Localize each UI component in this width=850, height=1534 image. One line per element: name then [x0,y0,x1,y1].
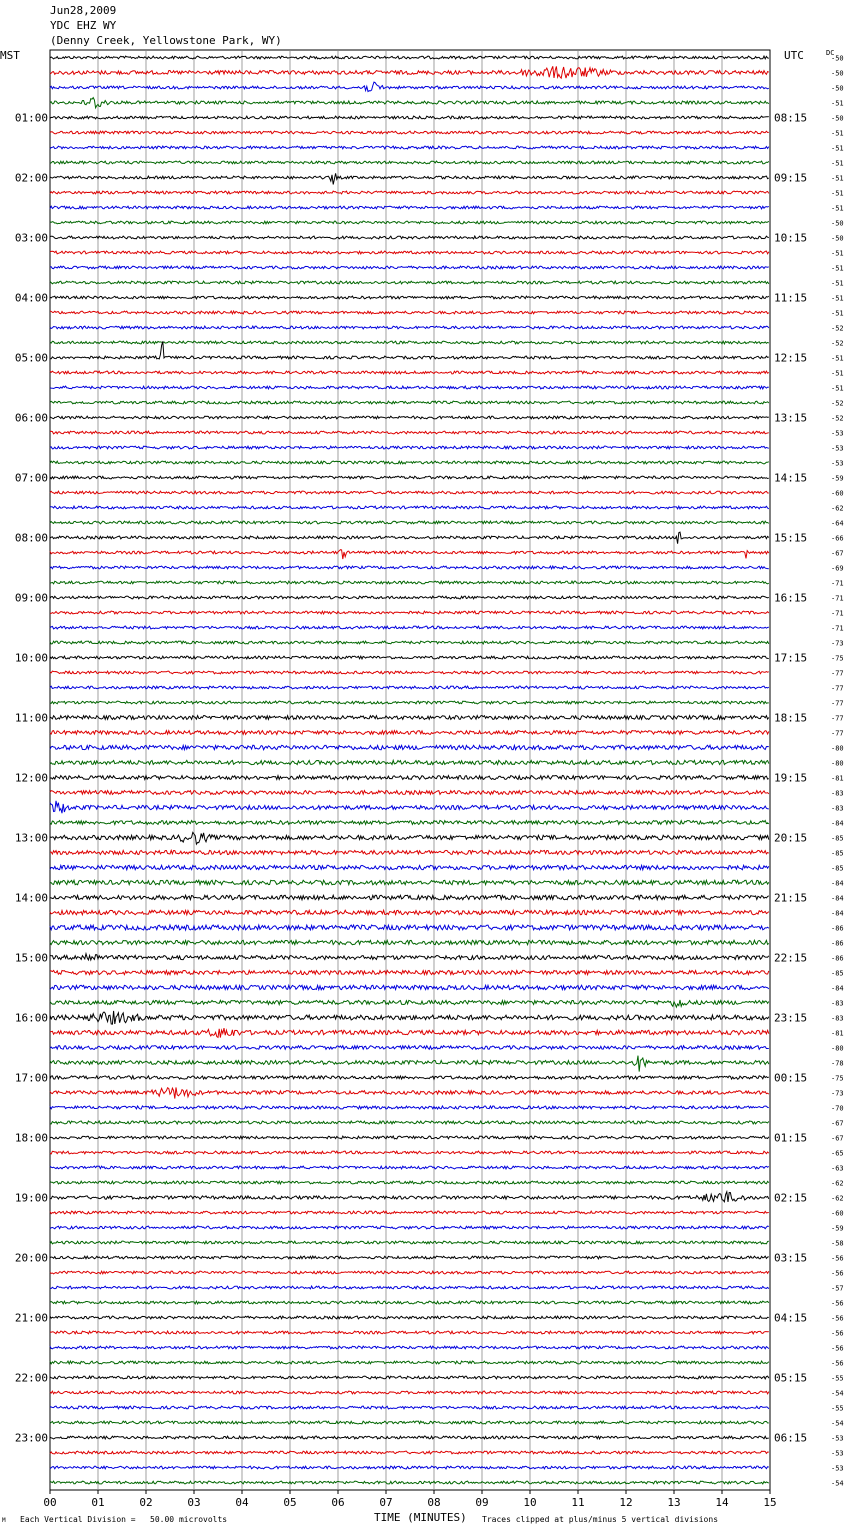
vertical-scale-note: Each Vertical Division = 50.00 microvolts [20,1515,228,1524]
dc-offset-label: -50 [831,234,844,243]
utc-hour-label: 05:15 [774,1371,808,1385]
dc-offset-label: -84 [831,894,844,903]
dc-offset-label: -50 [831,114,844,123]
dc-offset-label: -62 [831,504,844,513]
dc-offset-label: -80 [831,744,844,753]
mst-hour-label: 10:00 [14,651,48,665]
seismic-trace [50,1256,769,1259]
clip-note: Traces clipped at plus/minus 5 vertical divisions [482,1515,719,1524]
mst-axis-label: MST [0,49,20,62]
dc-offset-label: -55 [831,1374,844,1383]
dc-offset-label: -84 [831,984,844,993]
dc-offset-label: -56 [831,1344,844,1353]
mst-hour-label: 16:00 [14,1011,48,1025]
seismic-trace [50,731,769,735]
seismic-trace [50,1346,769,1349]
utc-hour-label: 22:15 [774,951,808,965]
x-tick-label: 15 [763,1496,777,1509]
seismic-trace [50,311,769,314]
seismic-trace [50,1211,769,1214]
dc-offset-label: -73 [831,1089,844,1098]
corner-mark: M [2,1517,6,1524]
utc-hour-label: 08:15 [774,111,808,125]
mst-hour-label: 03:00 [14,231,48,245]
seismic-trace [50,431,769,434]
utc-hour-label: 18:15 [774,711,808,725]
seismic-trace [50,506,769,509]
seismic-trace [50,56,769,59]
utc-hour-label: 23:15 [774,1011,808,1025]
mst-hour-label: 06:00 [14,411,48,425]
seismic-trace [50,461,769,464]
dc-offset-label: -69 [831,564,844,573]
seismic-trace [50,386,769,389]
seismic-trace [50,66,769,78]
seismic-trace [50,1028,769,1038]
seismic-trace [50,1166,769,1169]
mst-hour-label: 19:00 [14,1191,48,1205]
seismic-trace [50,532,769,544]
seismic-trace [50,626,769,629]
dc-offset-label: -53 [831,1464,844,1473]
seismic-trace [50,611,769,614]
dc-offset-label: -53 [831,444,844,453]
x-tick-label: 13 [667,1496,681,1509]
mst-hour-label: 05:00 [14,351,48,365]
seismic-trace [50,221,769,224]
dc-offset-label: -51 [831,159,844,168]
seismic-trace [50,1451,769,1454]
dc-offset-label: -83 [831,1014,844,1023]
dc-offset-label: -56 [831,1299,844,1308]
seismic-trace [50,1316,769,1319]
seismic-trace [50,446,769,449]
x-tick-label: 02 [139,1496,153,1509]
dc-offset-label: -51 [831,204,844,213]
dc-offset-label: -52 [831,414,844,423]
dc-offset-label: -67 [831,549,844,558]
dc-offset-label: -50 [831,54,844,63]
seismic-trace [50,1121,769,1124]
seismic-trace [50,1181,769,1184]
dc-offset-label: -52 [831,324,844,333]
dc-offset-label: -59 [831,474,844,483]
recording-date: Jun28,2009 [50,4,117,17]
dc-offset-label: -67 [831,1119,844,1128]
x-tick-label: 14 [715,1496,729,1509]
dc-offset-label: -52 [831,399,844,408]
seismic-trace [50,821,769,825]
x-tick-label: 03 [187,1496,201,1509]
utc-hour-label: 06:15 [774,1431,808,1445]
mst-hour-label: 13:00 [14,831,48,845]
station-code: YDC EHZ WY [50,19,117,32]
dc-offset-label: -80 [831,1044,844,1053]
dc-offset-label: -77 [831,714,844,723]
seismic-trace [50,925,769,930]
utc-hour-label: 12:15 [774,351,808,365]
seismic-trace [50,191,769,194]
x-tick-label: 04 [235,1496,249,1509]
mst-hour-label: 14:00 [14,891,48,905]
dc-offset-label: -63 [831,1164,844,1173]
utc-hour-label: 14:15 [774,471,808,485]
seismic-trace [50,131,769,134]
dc-offset-header: DC [826,49,835,57]
dc-offset-label: -86 [831,954,844,963]
dc-offset-label: -51 [831,384,844,393]
utc-hour-label: 13:15 [774,411,808,425]
seismic-trace [50,566,769,569]
dc-offset-label: -75 [831,1074,844,1083]
dc-offset-label: -83 [831,804,844,813]
dc-offset-label: -51 [831,264,844,273]
seismic-trace [50,910,769,914]
utc-hour-label: 16:15 [774,591,808,605]
dc-offset-label: -50 [831,69,844,78]
seismic-trace [50,1436,769,1439]
seismic-trace [50,161,769,164]
seismic-trace [50,281,769,284]
seismic-trace [50,371,769,374]
seismic-trace [50,745,769,749]
seismic-trace [50,1241,769,1244]
x-tick-label: 11 [571,1496,585,1509]
utc-hour-label: 19:15 [774,771,808,785]
mst-hour-label: 12:00 [14,771,48,785]
mst-hour-label: 02:00 [14,171,48,185]
seismic-trace [50,491,769,494]
seismic-trace [50,954,769,960]
seismic-trace [50,1406,769,1409]
dc-offset-label: -56 [831,1359,844,1368]
dc-offset-label: -53 [831,1449,844,1458]
seismic-trace [50,1136,769,1139]
dc-offset-label: -51 [831,249,844,258]
seismic-trace [50,641,769,644]
seismic-trace [50,550,769,559]
seismic-trace [50,716,769,720]
dc-offset-label: -51 [831,309,844,318]
dc-offset-label: -51 [831,279,844,288]
mst-hour-label: 08:00 [14,531,48,545]
dc-offset-label: -54 [831,1419,844,1428]
dc-offset-label: -57 [831,1284,844,1293]
dc-offset-label: -52 [831,339,844,348]
dc-offset-label: -56 [831,1314,844,1323]
dc-offset-label: -80 [831,759,844,768]
seismic-trace [50,686,769,689]
dc-offset-label: -51 [831,99,844,108]
dc-offset-label: -66 [831,534,844,543]
dc-offset-label: -56 [831,1254,844,1263]
mst-hour-label: 17:00 [14,1071,48,1085]
seismic-trace [50,776,769,780]
utc-hour-label: 01:15 [774,1131,808,1145]
dc-offset-label: -60 [831,489,844,498]
dc-offset-label: -85 [831,969,844,978]
dc-offset-label: -60 [831,1209,844,1218]
seismic-trace [50,206,769,209]
utc-hour-label: 15:15 [774,531,808,545]
seismic-trace [50,1391,769,1394]
dc-offset-label: -71 [831,609,844,618]
seismic-trace [50,341,769,359]
dc-offset-label: -77 [831,729,844,738]
seismic-trace [50,236,769,239]
utc-axis-label: UTC [784,49,804,62]
x-tick-label: 07 [379,1496,393,1509]
mst-hour-label: 21:00 [14,1311,48,1325]
dc-offset-label: -78 [831,1059,844,1068]
seismic-trace [50,82,769,91]
dc-offset-label: -85 [831,849,844,858]
utc-hour-label: 11:15 [774,291,808,305]
mst-hour-label: 20:00 [14,1251,48,1265]
seismic-trace [50,251,769,254]
seismic-trace [50,1301,769,1304]
dc-offset-label: -71 [831,579,844,588]
dc-offset-label: -51 [831,144,844,153]
seismic-trace [50,1226,769,1229]
seismic-trace [50,476,769,479]
utc-hour-label: 04:15 [774,1311,808,1325]
x-tick-label: 05 [283,1496,297,1509]
x-tick-label: 01 [91,1496,105,1509]
dc-offset-label: -67 [831,1134,844,1143]
seismic-trace [50,801,769,813]
seismic-trace [50,173,769,184]
plot-frame [50,50,770,1490]
seismic-trace [50,895,769,899]
dc-offset-label: -71 [831,594,844,603]
dc-offset-label: -50 [831,219,844,228]
dc-offset-label: -73 [831,639,844,648]
seismic-trace [50,1376,769,1379]
seismic-trace [50,985,769,989]
seismic-trace [50,1331,769,1334]
utc-hour-label: 02:15 [774,1191,808,1205]
seismic-trace [50,1286,769,1289]
dc-offset-label: -84 [831,879,844,888]
seismic-trace [50,701,769,704]
dc-offset-label: -75 [831,654,844,663]
seismic-trace [50,1076,769,1079]
seismic-trace [50,1151,769,1154]
x-tick-label: 00 [43,1496,57,1509]
seismic-trace [50,850,769,854]
seismic-trace [50,296,769,299]
utc-hour-label: 09:15 [774,171,808,185]
mst-hour-label: 15:00 [14,951,48,965]
seismic-trace [50,1421,769,1424]
utc-hour-label: 10:15 [774,231,808,245]
dc-offset-label: -83 [831,789,844,798]
seismic-trace [50,266,769,269]
dc-offset-label: -70 [831,1104,844,1113]
mst-hour-label: 04:00 [14,291,48,305]
dc-offset-label: -53 [831,1434,844,1443]
dc-offset-label: -51 [831,369,844,378]
dc-offset-label: -51 [831,189,844,198]
dc-offset-label: -85 [831,834,844,843]
dc-offset-label: -85 [831,864,844,873]
dc-offset-label: -56 [831,1269,844,1278]
seismic-trace [50,416,769,419]
x-tick-label: 08 [427,1496,441,1509]
dc-offset-label: -77 [831,669,844,678]
dc-offset-label: -77 [831,684,844,693]
seismic-trace [50,970,769,974]
x-tick-label: 12 [619,1496,633,1509]
dc-offset-label: -62 [831,1179,844,1188]
dc-offset-label: -51 [831,354,844,363]
dc-offset-label: -71 [831,624,844,633]
utc-hour-label: 03:15 [774,1251,808,1265]
seismic-trace [50,671,769,674]
dc-offset-label: -81 [831,1029,844,1038]
seismic-trace [50,521,769,524]
dc-offset-label: -58 [831,1239,844,1248]
dc-offset-label: -54 [831,1389,844,1398]
dc-offset-label: -86 [831,924,844,933]
utc-hour-label: 00:15 [774,1071,808,1085]
dc-offset-label: -55 [831,1404,844,1413]
seismic-trace [50,1271,769,1274]
seismic-trace [50,596,769,599]
mst-hour-label: 18:00 [14,1131,48,1145]
dc-offset-label: -54 [831,1479,844,1488]
utc-hour-label: 21:15 [774,891,808,905]
utc-hour-label: 17:15 [774,651,808,665]
dc-offset-label: -65 [831,1149,844,1158]
dc-offset-label: -51 [831,174,844,183]
seismic-trace [50,116,769,119]
dc-offset-label: -84 [831,819,844,828]
x-tick-label: 09 [475,1496,489,1509]
dc-offset-label: -59 [831,1224,844,1233]
seismic-trace [50,832,769,844]
dc-offset-label: -50 [831,84,844,93]
dc-offset-label: -83 [831,999,844,1008]
mst-hour-label: 11:00 [14,711,48,725]
seismic-trace [50,98,769,108]
dc-offset-label: -81 [831,774,844,783]
dc-offset-label: -64 [831,519,844,528]
dc-offset-label: -56 [831,1329,844,1338]
seismic-trace [50,1056,769,1072]
dc-offset-label: -53 [831,459,844,468]
dc-offset-label: -62 [831,1194,844,1203]
seismic-trace [50,1466,769,1469]
dc-offset-label: -51 [831,129,844,138]
mst-hour-label: 01:00 [14,111,48,125]
dc-offset-label: -77 [831,699,844,708]
seismic-trace [50,1192,769,1202]
dc-offset-label: -86 [831,939,844,948]
dc-offset-label: -51 [831,294,844,303]
seismic-trace [50,1046,769,1050]
seismic-trace [50,1361,769,1364]
utc-hour-label: 20:15 [774,831,808,845]
seismic-trace [50,760,769,764]
seismic-trace [50,656,769,659]
station-location: (Denny Creek, Yellowstone Park, WY) [50,34,282,47]
x-tick-label: 06 [331,1496,345,1509]
seismic-trace [50,1000,769,1007]
seismic-trace [50,791,769,795]
dc-offset-label: -53 [831,429,844,438]
seismic-trace [50,581,769,584]
seismic-trace [50,1481,769,1484]
seismic-trace [50,1106,769,1109]
seismic-trace [50,1011,769,1024]
x-axis-title: TIME (MINUTES) [374,1511,467,1524]
seismic-trace [50,146,769,149]
mst-hour-label: 23:00 [14,1431,48,1445]
seismic-trace [50,1087,769,1098]
seismic-trace [50,326,769,329]
seismic-trace [50,865,769,869]
seismic-trace [50,341,769,344]
seismic-trace [50,880,769,884]
mst-hour-label: 09:00 [14,591,48,605]
seismic-trace [50,401,769,404]
mst-hour-label: 07:00 [14,471,48,485]
dc-offset-label: -84 [831,909,844,918]
x-tick-label: 10 [523,1496,537,1509]
mst-hour-label: 22:00 [14,1371,48,1385]
seismic-trace [50,940,769,944]
